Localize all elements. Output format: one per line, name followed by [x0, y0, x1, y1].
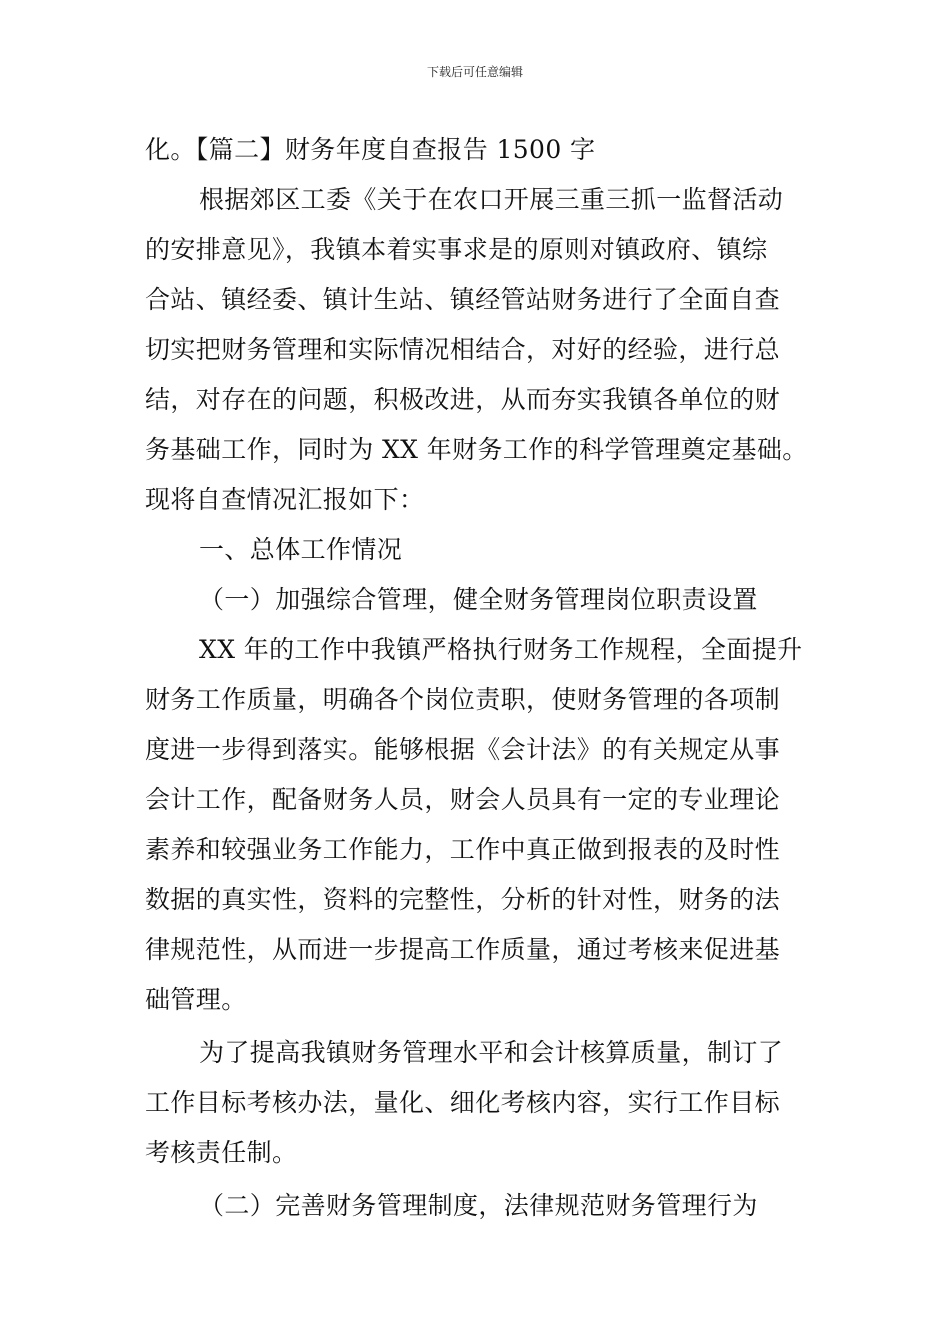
text-line: 考核责任制。 — [145, 1138, 298, 1167]
text-line: 合站、镇经委、镇计生站、镇经管站财务进行了全面自查 — [145, 285, 781, 314]
text-line: 的安排意见》，我镇本着实事求是的原则对镇政府、镇综 — [145, 235, 768, 264]
text-line: 切实把财务管理和实际情况相结合，对好的经验，进行总 — [145, 335, 781, 364]
text-line: 素养和较强业务工作能力，工作中真正做到报表的及时性 — [145, 835, 781, 864]
text-line: 律规范性，从而进一步提高工作质量，通过考核来促进基 — [145, 935, 781, 964]
text-line: 工作目标考核办法，量化、细化考核内容，实行工作目标 — [145, 1088, 781, 1117]
text-line: 度进一步得到落实。能够根据《会计法》的有关规定从事 — [145, 735, 781, 764]
document-body — [145, 125, 810, 1231]
text-line: 财务工作质量，明确各个岗位责职，使财务管理的各项制 — [145, 685, 781, 714]
text-line: 现将自查情况汇报如下： — [145, 485, 425, 514]
text-line: 数据的真实性，资料的完整性，分析的针对性，财务的法 — [145, 885, 781, 914]
paragraph-start: 为了提高我镇财务管理水平和会计核算质量，制订了 — [199, 1038, 784, 1067]
text-line: 化。【篇二】财务年度自查报告 1500 字 — [145, 135, 596, 164]
subsection-heading: （二）完善财务管理制度，法律规范财务管理行为 — [199, 1191, 758, 1220]
text-line: 结，对存在的问题，积极改进，从而夯实我镇各单位的财 — [145, 385, 781, 414]
section-heading: 一、总体工作情况 — [199, 535, 403, 564]
subsection-heading: （一）加强综合管理，健全财务管理岗位职责设置 — [199, 585, 758, 614]
paragraph-start: XX 年的工作中我镇严格执行财务工作规程，全面提升 — [199, 635, 803, 664]
paragraph-start: 根据郊区工委《关于在农口开展三重三抓一监督活动 — [199, 185, 784, 214]
page-header: 下载后可任意编辑 — [426, 65, 523, 79]
text-line: 础管理。 — [145, 985, 247, 1014]
text-line: 会计工作，配备财务人员，财会人员具有一定的专业理论 — [145, 785, 781, 814]
text-line: 务基础工作，同时为 XX 年财务工作的科学管理奠定基础。 — [145, 435, 808, 464]
